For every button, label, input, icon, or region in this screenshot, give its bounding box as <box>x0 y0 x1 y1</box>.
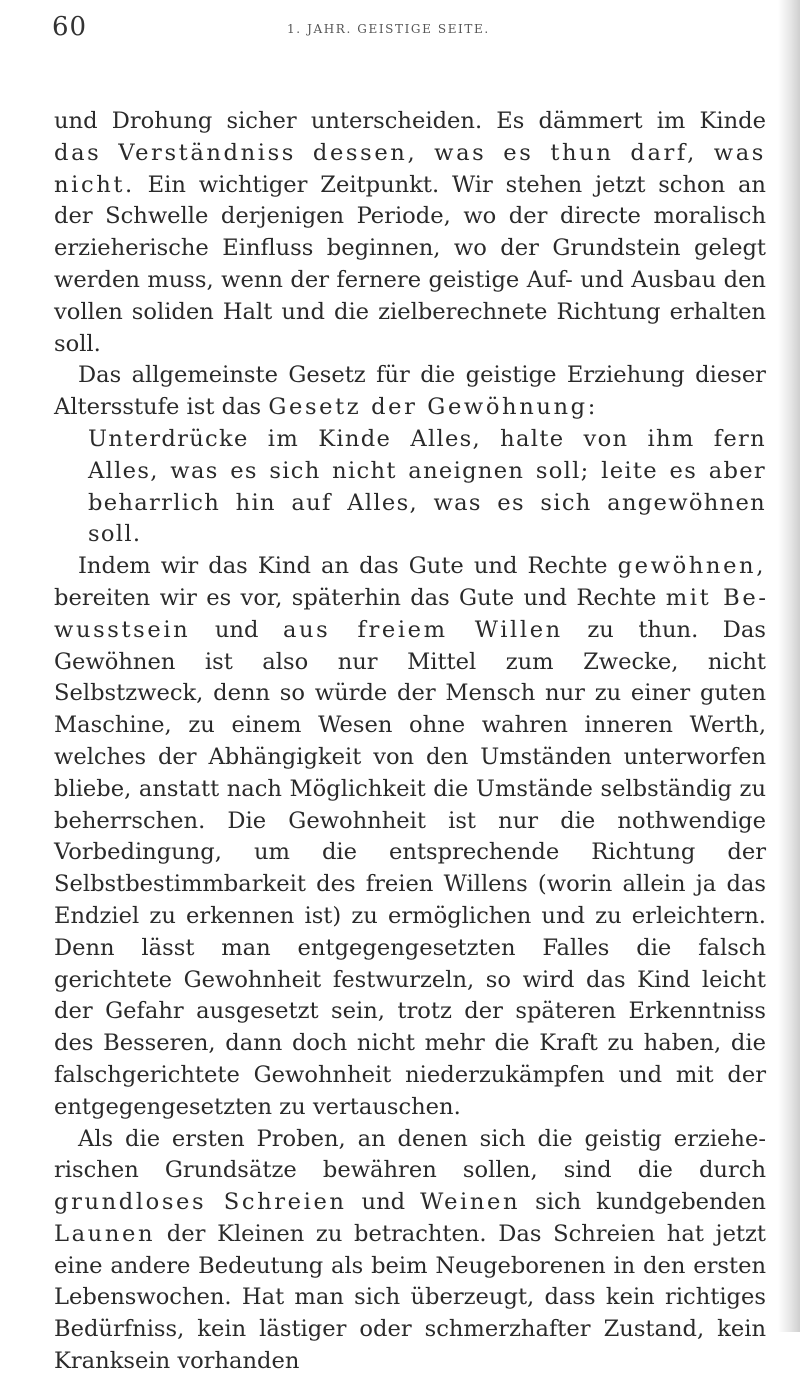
text-span: Ein wichtiger Zeitpunkt. Wir stehen jetzt schon an der Schwelle derjenigen Periode, wo der directe moralisch erzieherische Einfluss beginnen, wo der Grundstein gelegt werden muss, wenn der fernere geistige Auf- und Ausbau den vollen soliden Halt und die zielberechnete Richtung erhalten soll. <box>54 171 766 357</box>
text-span: zu thun. Das Gewöhnen ist also nur Mittel zum Zwecke, nicht Selbstzweck, denn so würde der Mensch nur zu einer guten Maschine, zu einem Wesen ohne wahren inneren Werth, welches der Abhängigkeit von den Umständen unterworfen bliebe, anstatt nach Möglichkeit die Umstände selbständig zu beherrschen. Die Gewohnheit ist nur die nothwendige Vorbedingung, um die entsprechende Richtung der Selbstbestimmbarkeit des freien Willens (worin allein ja das Endziel zu erkennen ist) zu ermöglichen und zu erleichtern. Denn lässt man entgegengesetzten Falles die falsch gerichtete Gewohnheit festwurzeln, so wird das Kind leicht der Gefahr ausgesetzt sein, trotz der späteren Erkenntniss des Besseren, dann doch nicht mehr die Kraft zu haben, die falschgerichtete Gewohnheit niederzukämpfen und mit der entgegengesetzten zu vertauschen. <box>54 616 766 1120</box>
emphasis-text: Weinen <box>420 1189 521 1216</box>
text-span: und <box>346 1189 421 1216</box>
paragraph-2 <box>54 360 766 424</box>
text-span: und <box>190 616 283 643</box>
emphasis-text: grundloses Schreien <box>54 1189 347 1216</box>
emphasis-text: mit Bewusstsein <box>54 584 766 643</box>
emphasis-text: Gesetz der Gewöhnung: <box>268 394 598 421</box>
paragraph-1 <box>54 106 766 360</box>
page-number: 60 <box>52 12 88 42</box>
page-edge-shadow <box>778 0 800 1332</box>
text-span: Als die ersten Proben, an denen sich die geistig erzieherischen Grundsätze bewähren sollen, sind die durch <box>54 1125 766 1184</box>
running-head: 1. JAHR. GEISTIGE SEITE. <box>287 22 490 36</box>
text-span: bereiten wir es vor, späterhin das Gute und Rechte <box>54 584 666 611</box>
emphasis-text: das Verständniss dessen, was es thun darf, was nicht. <box>54 139 766 198</box>
paragraph-4 <box>54 1124 766 1378</box>
body-text <box>54 106 766 1378</box>
text-span: und Drohung sicher unterscheiden. Es dämmert im Kinde <box>54 108 766 134</box>
paragraph-3 <box>54 551 766 1123</box>
emphasis-text: Launen <box>54 1220 156 1247</box>
text-span: der Kleinen zu betrachten. Das Schreien hat jetzt eine andere Bedeutung als beim Neugeborenen in den ersten Lebenswochen. Hat man sich überzeugt, dass kein richtiges Bedürfniss, kein lästiger oder schmerzhafter Zustand, kein Kranksein vorhanden <box>54 1220 766 1375</box>
emphasis-text: aus freiem Willen <box>282 616 563 643</box>
text-span: Das allgemeinste Gesetz für die geistige Erziehung dieser Altersstufe ist das <box>54 362 766 421</box>
text-span: Indem wir das Kind an das Gute und Rechte <box>78 553 618 580</box>
law-statement: Unterdrücke im Kinde Alles, halte von ihm fern Alles, was es sich nicht aneignen soll; leite es aber beharrlich hin auf Alles, was es sich angewöhnen soll. <box>88 425 766 548</box>
text-span: sich kundgebenden <box>520 1189 766 1216</box>
emphasis-text: gewöhnen, <box>617 553 766 580</box>
